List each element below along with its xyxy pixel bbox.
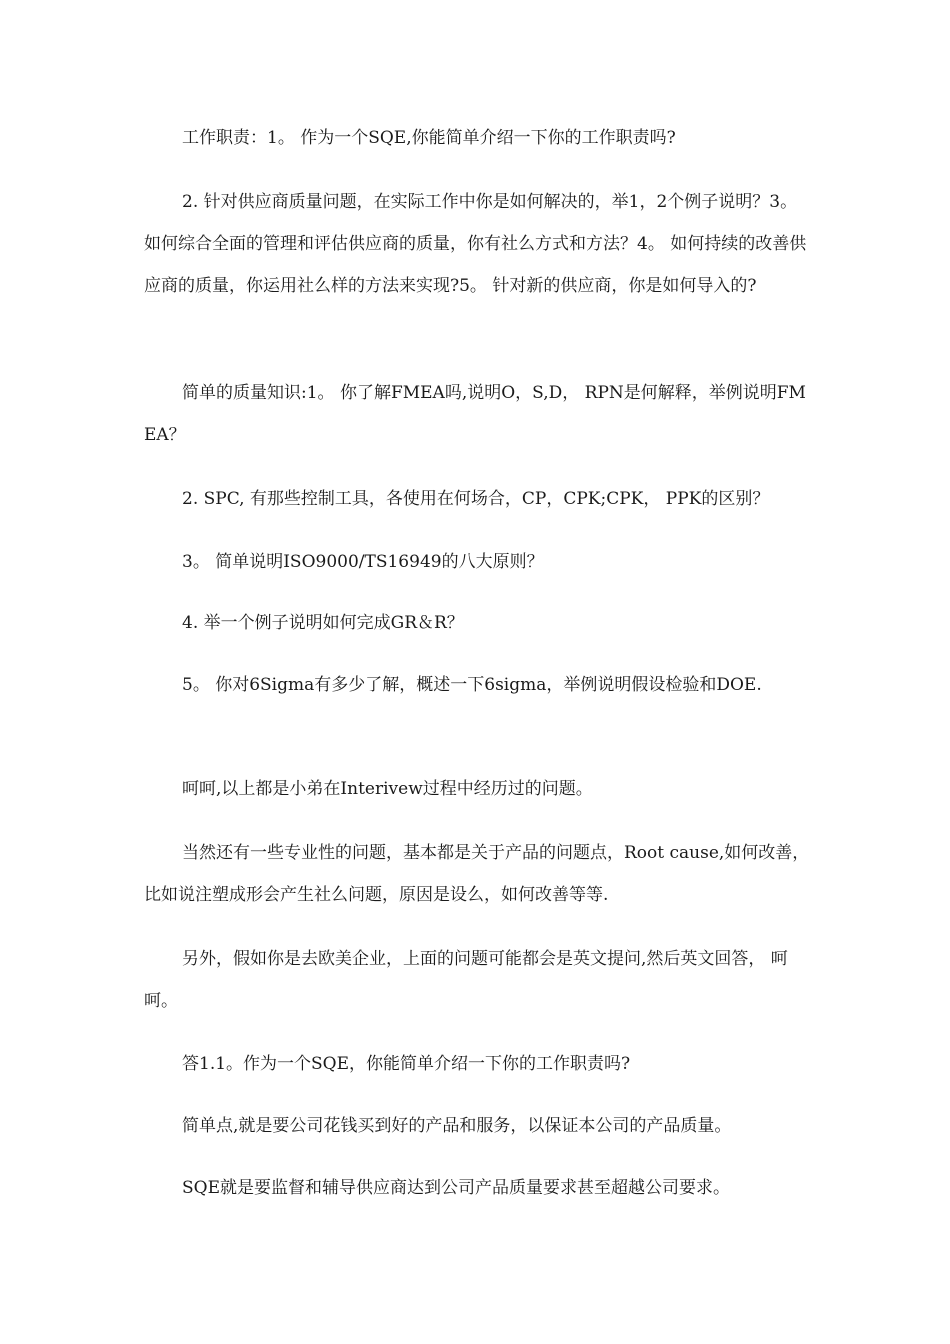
paragraph-quality-knowledge-q3: 3。 简单说明ISO9000/TS16949的八大原则？ — [182, 552, 544, 572]
paragraph-quality-knowledge-q1: 简单的质量知识:1。 你了解FMEA吗,说明O，S,D， RPN是何解释，举例说明FMEA？ — [144, 383, 806, 445]
paragraph-sqe-role: SQE就是要监督和辅导供应商达到公司产品质量要求甚至超越公司要求。 — [182, 1178, 730, 1198]
paragraph-english-interview-note: 另外，假如你是去欧美企业，上面的问题可能都会是英文提问,然后英文回答， 呵呵。 — [144, 949, 788, 1011]
paragraph-interview-note: 呵呵,以上都是小弟在Interivew过程中经历过的问题。 — [182, 779, 593, 799]
paragraph-answer-summary: 简单点,就是要公司花钱买到好的产品和服务，以保证本公司的产品质量。 — [182, 1116, 732, 1136]
paragraph-quality-knowledge-q4: 4. 举一个例子说明如何完成GR＆R？ — [182, 613, 464, 633]
paragraph-answer-heading: 答1.1。作为一个SQE，你能简单介绍一下你的工作职责吗? — [182, 1054, 631, 1074]
paragraph-professional-questions: 当然还有一些专业性的问题，基本都是关于产品的问题点，Root cause,如何改善，比如说注塑成形会产生社么问题，原因是设么，如何改善等等. — [144, 843, 810, 905]
paragraph-quality-knowledge-q5: 5。 你对6Sigma有多少了解，概述一下6sigma，举例说明假设检验和DOE. — [182, 675, 762, 695]
paragraph-job-duties-q2-q5: 2. 针对供应商质量问题，在实际工作中你是如何解决的，举1，2个例子说明？3。 如何综合全面的管理和评估供应商的质量，你有社么方式和方法？4。 如何持续的改善供应商的质量，你运用社么样的方法来实现?5。 针对新的供应商，你是如何导入的? — [144, 192, 807, 296]
paragraph-job-duties-q1: 工作职责：1。 作为一个SQE,你能简单介绍一下你的工作职责吗? — [182, 128, 676, 148]
paragraph-quality-knowledge-q2: 2. SPC, 有那些控制工具，各使用在何场合，CP，CPK;CPK， PPK的区别？ — [182, 489, 770, 509]
